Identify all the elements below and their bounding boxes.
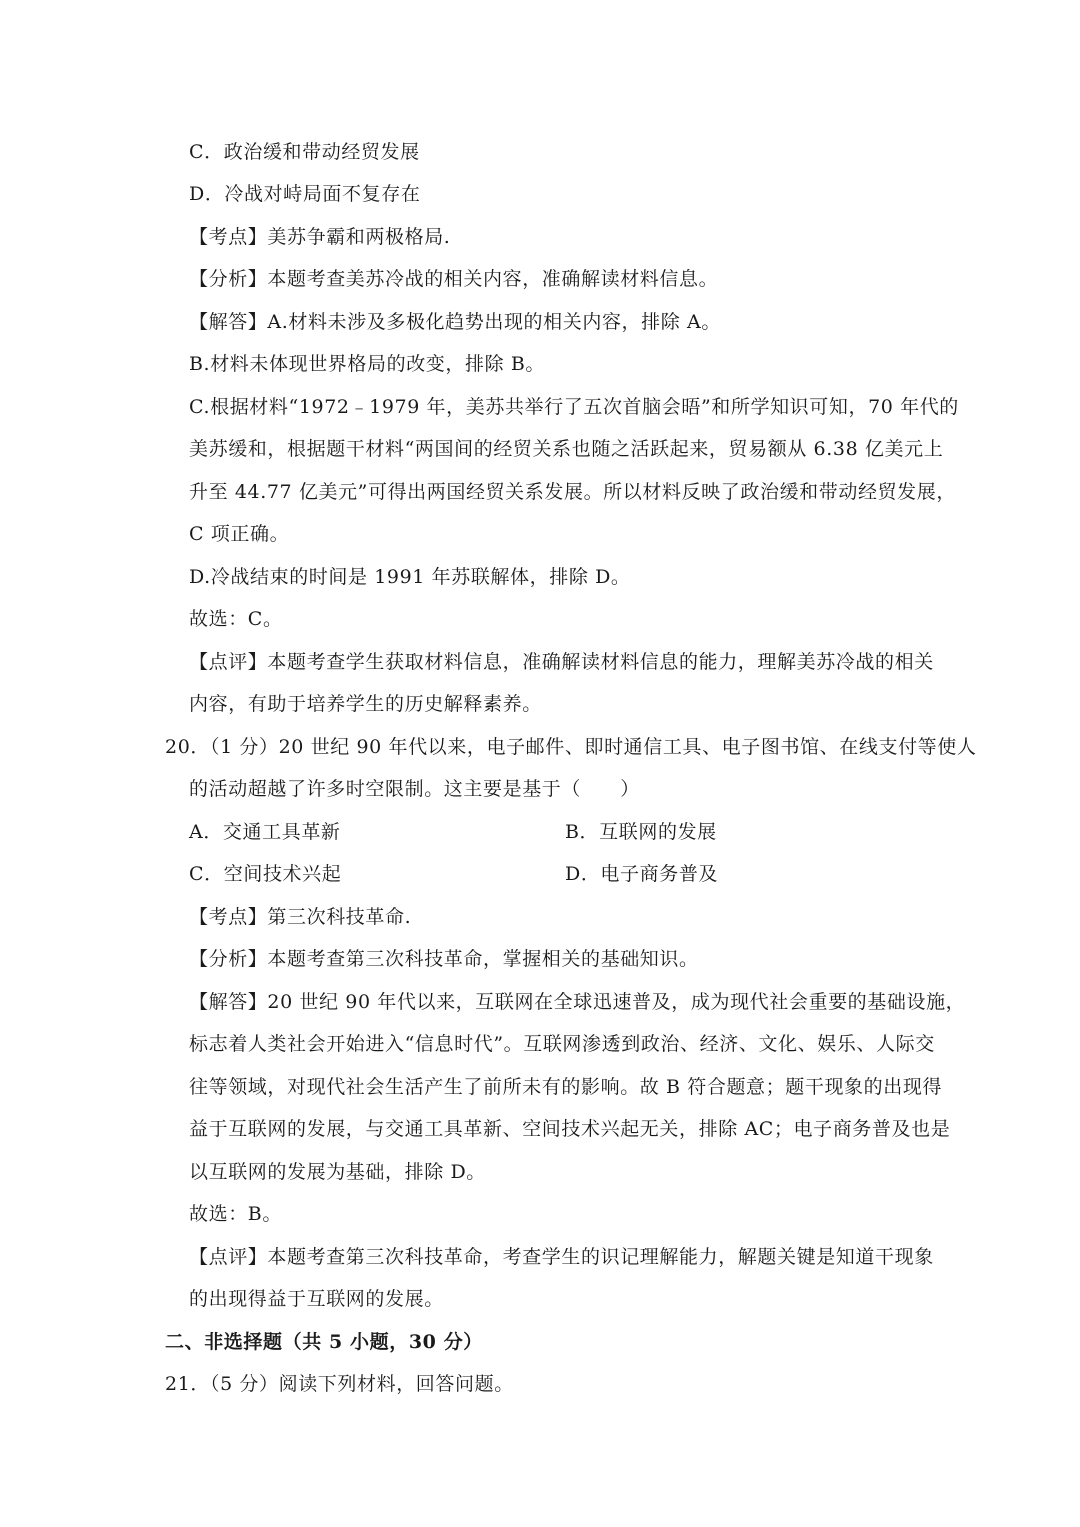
q19-kaodian: 【考点】美苏争霸和两极格局. [189, 226, 451, 248]
q20-jieda-line-4: 益于互联网的发展，与交通工具革新、空间技术兴起无关，排除 AC；电子商务普及也是 [189, 1118, 951, 1140]
q19-option-c: C．政治缓和带动经贸发展 [189, 141, 420, 163]
q20-option-a: A．交通工具革新 [189, 821, 341, 843]
q20-fenxi: 【分析】本题考查第三次科技革命，掌握相关的基础知识。 [189, 948, 699, 970]
q19-fenxi: 【分析】本题考查美苏冷战的相关内容，准确解读材料信息。 [189, 268, 719, 290]
q19-jieda-line-5: 升至 44.77 亿美元”可得出两国经贸关系发展。所以材料反映了政治缓和带动经贸发展， [189, 481, 956, 503]
q19-answer: 故选：C。 [189, 608, 283, 630]
q20-option-c: C．空间技术兴起 [189, 863, 342, 885]
q20-jieda-line-5: 以互联网的发展为基础，排除 D。 [189, 1161, 486, 1183]
q19-jieda-line-4: 美苏缓和，根据题干材料“两国间的经贸关系也随之活跃起来，贸易额从 6.38 亿美元上 [189, 438, 944, 460]
q19-jieda-line-1: 【解答】A.材料未涉及多极化趋势出现的相关内容，排除 A。 [189, 311, 721, 333]
q20-answer: 故选：B。 [189, 1203, 282, 1225]
q20-jieda-line-2: 标志着人类社会开始进入“信息时代”。互联网渗透到政治、经济、文化、娱乐、人际交 [189, 1033, 935, 1055]
q19-option-d: D．冷战对峙局面不复存在 [189, 183, 421, 205]
q19-jieda-line-7: D.冷战结束的时间是 1991 年苏联解体，排除 D。 [189, 566, 631, 588]
q20-option-b: B．互联网的发展 [565, 821, 717, 843]
q20-dianping-line-1: 【点评】本题考查第三次科技革命，考查学生的识记理解能力，解题关键是知道干现象 [189, 1246, 934, 1268]
q20-jieda-line-3: 往等领域，对现代社会生活产生了前所未有的影响。故 B 符合题意；题干现象的出现得 [189, 1076, 943, 1098]
q20-jieda-line-1: 【解答】20 世纪 90 年代以来，互联网在全球迅速普及，成为现代社会重要的基础设施， [189, 991, 966, 1013]
q20-dianping-line-2: 的出现得益于互联网的发展。 [189, 1288, 444, 1310]
q20-kaodian: 【考点】第三次科技革命. [189, 906, 412, 928]
q20-option-d: D．电子商务普及 [565, 863, 719, 885]
q21-stem: 21．（5 分）阅读下列材料，回答问题。 [165, 1373, 514, 1395]
q19-dianping-line-2: 内容，有助于培养学生的历史解释素养。 [189, 693, 542, 715]
q20-stem-line-2: 的活动超越了许多时空限制。这主要是基于（ ） [189, 778, 640, 800]
q19-jieda-line-6: C 项正确。 [189, 523, 290, 545]
section-heading: 二、非选择题（共 5 小题，30 分） [165, 1331, 483, 1353]
q19-jieda-line-3: C.根据材料“1972﹣1979 年，美苏共举行了五次首脑会晤”和所学知识可知，70 年代的 [189, 396, 959, 418]
q19-dianping-line-1: 【点评】本题考查学生获取材料信息，准确解读材料信息的能力，理解美苏冷战的相关 [189, 651, 934, 673]
q19-jieda-line-2: B.材料未体现世界格局的改变，排除 B。 [189, 353, 546, 375]
q20-stem-line-1: 20．（1 分）20 世纪 90 年代以来，电子邮件、即时通信工具、电子图书馆、在线支付等使人 [165, 736, 977, 758]
